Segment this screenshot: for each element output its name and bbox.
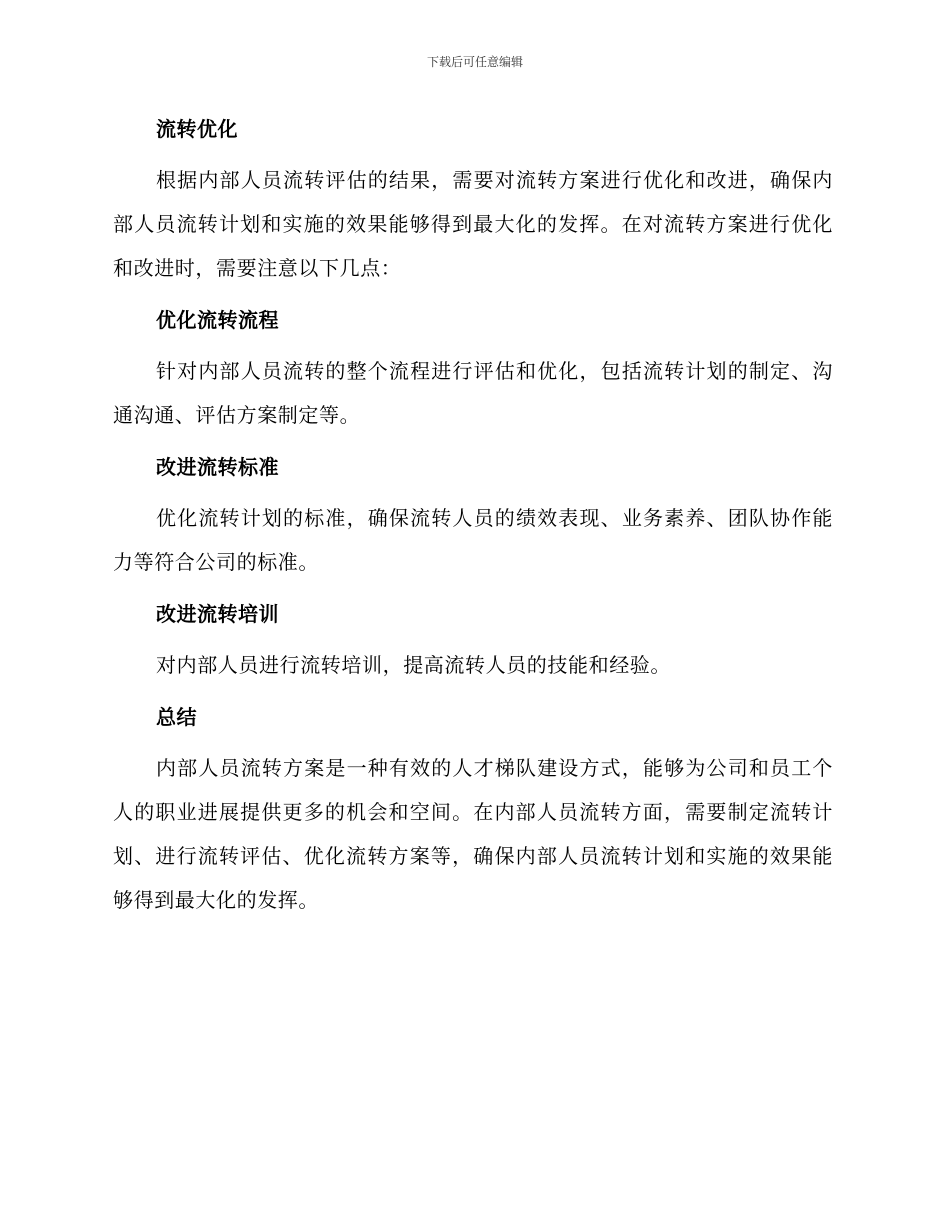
section-heading-standard: 改进流转标准	[156, 455, 279, 479]
section-heading-training: 改进流转培训	[156, 602, 279, 626]
section-heading-summary: 总结	[156, 705, 197, 729]
section-heading-process: 优化流转流程	[156, 308, 279, 332]
section-heading-optimization: 流转优化	[156, 117, 238, 141]
section-paragraph-summary: 内部人员流转方案是一种有效的人才梯队建设方式，能够为公司和员工个人的职业进展提供更多的机会和空间。在内部人员流转方面，需要制定流转计划、进行流转评估、优化流转方案等，确保内部人员流转计划和实施的效果能够得到最大化的发挥。	[113, 756, 833, 912]
section-paragraph-standard: 优化流转计划的标准，确保流转人员的绩效表现、业务素养、团队协作能力等符合公司的标准。	[113, 506, 833, 574]
section-paragraph-training: 对内部人员进行流转培训，提高流转人员的技能和经验。	[156, 653, 671, 677]
page-header: 下载后可任意编辑	[426, 55, 523, 69]
document-body	[113, 112, 833, 922]
section-paragraph-optimization: 根据内部人员流转评估的结果，需要对流转方案进行优化和改进，确保内部人员流转计划和实施的效果能够得到最大化的发挥。在对流转方案进行优化和改进时，需要注意以下几点：	[113, 168, 833, 280]
section-paragraph-process: 针对内部人员流转的整个流程进行评估和优化，包括流转计划的制定、沟通沟通、评估方案制定等。	[113, 359, 833, 427]
